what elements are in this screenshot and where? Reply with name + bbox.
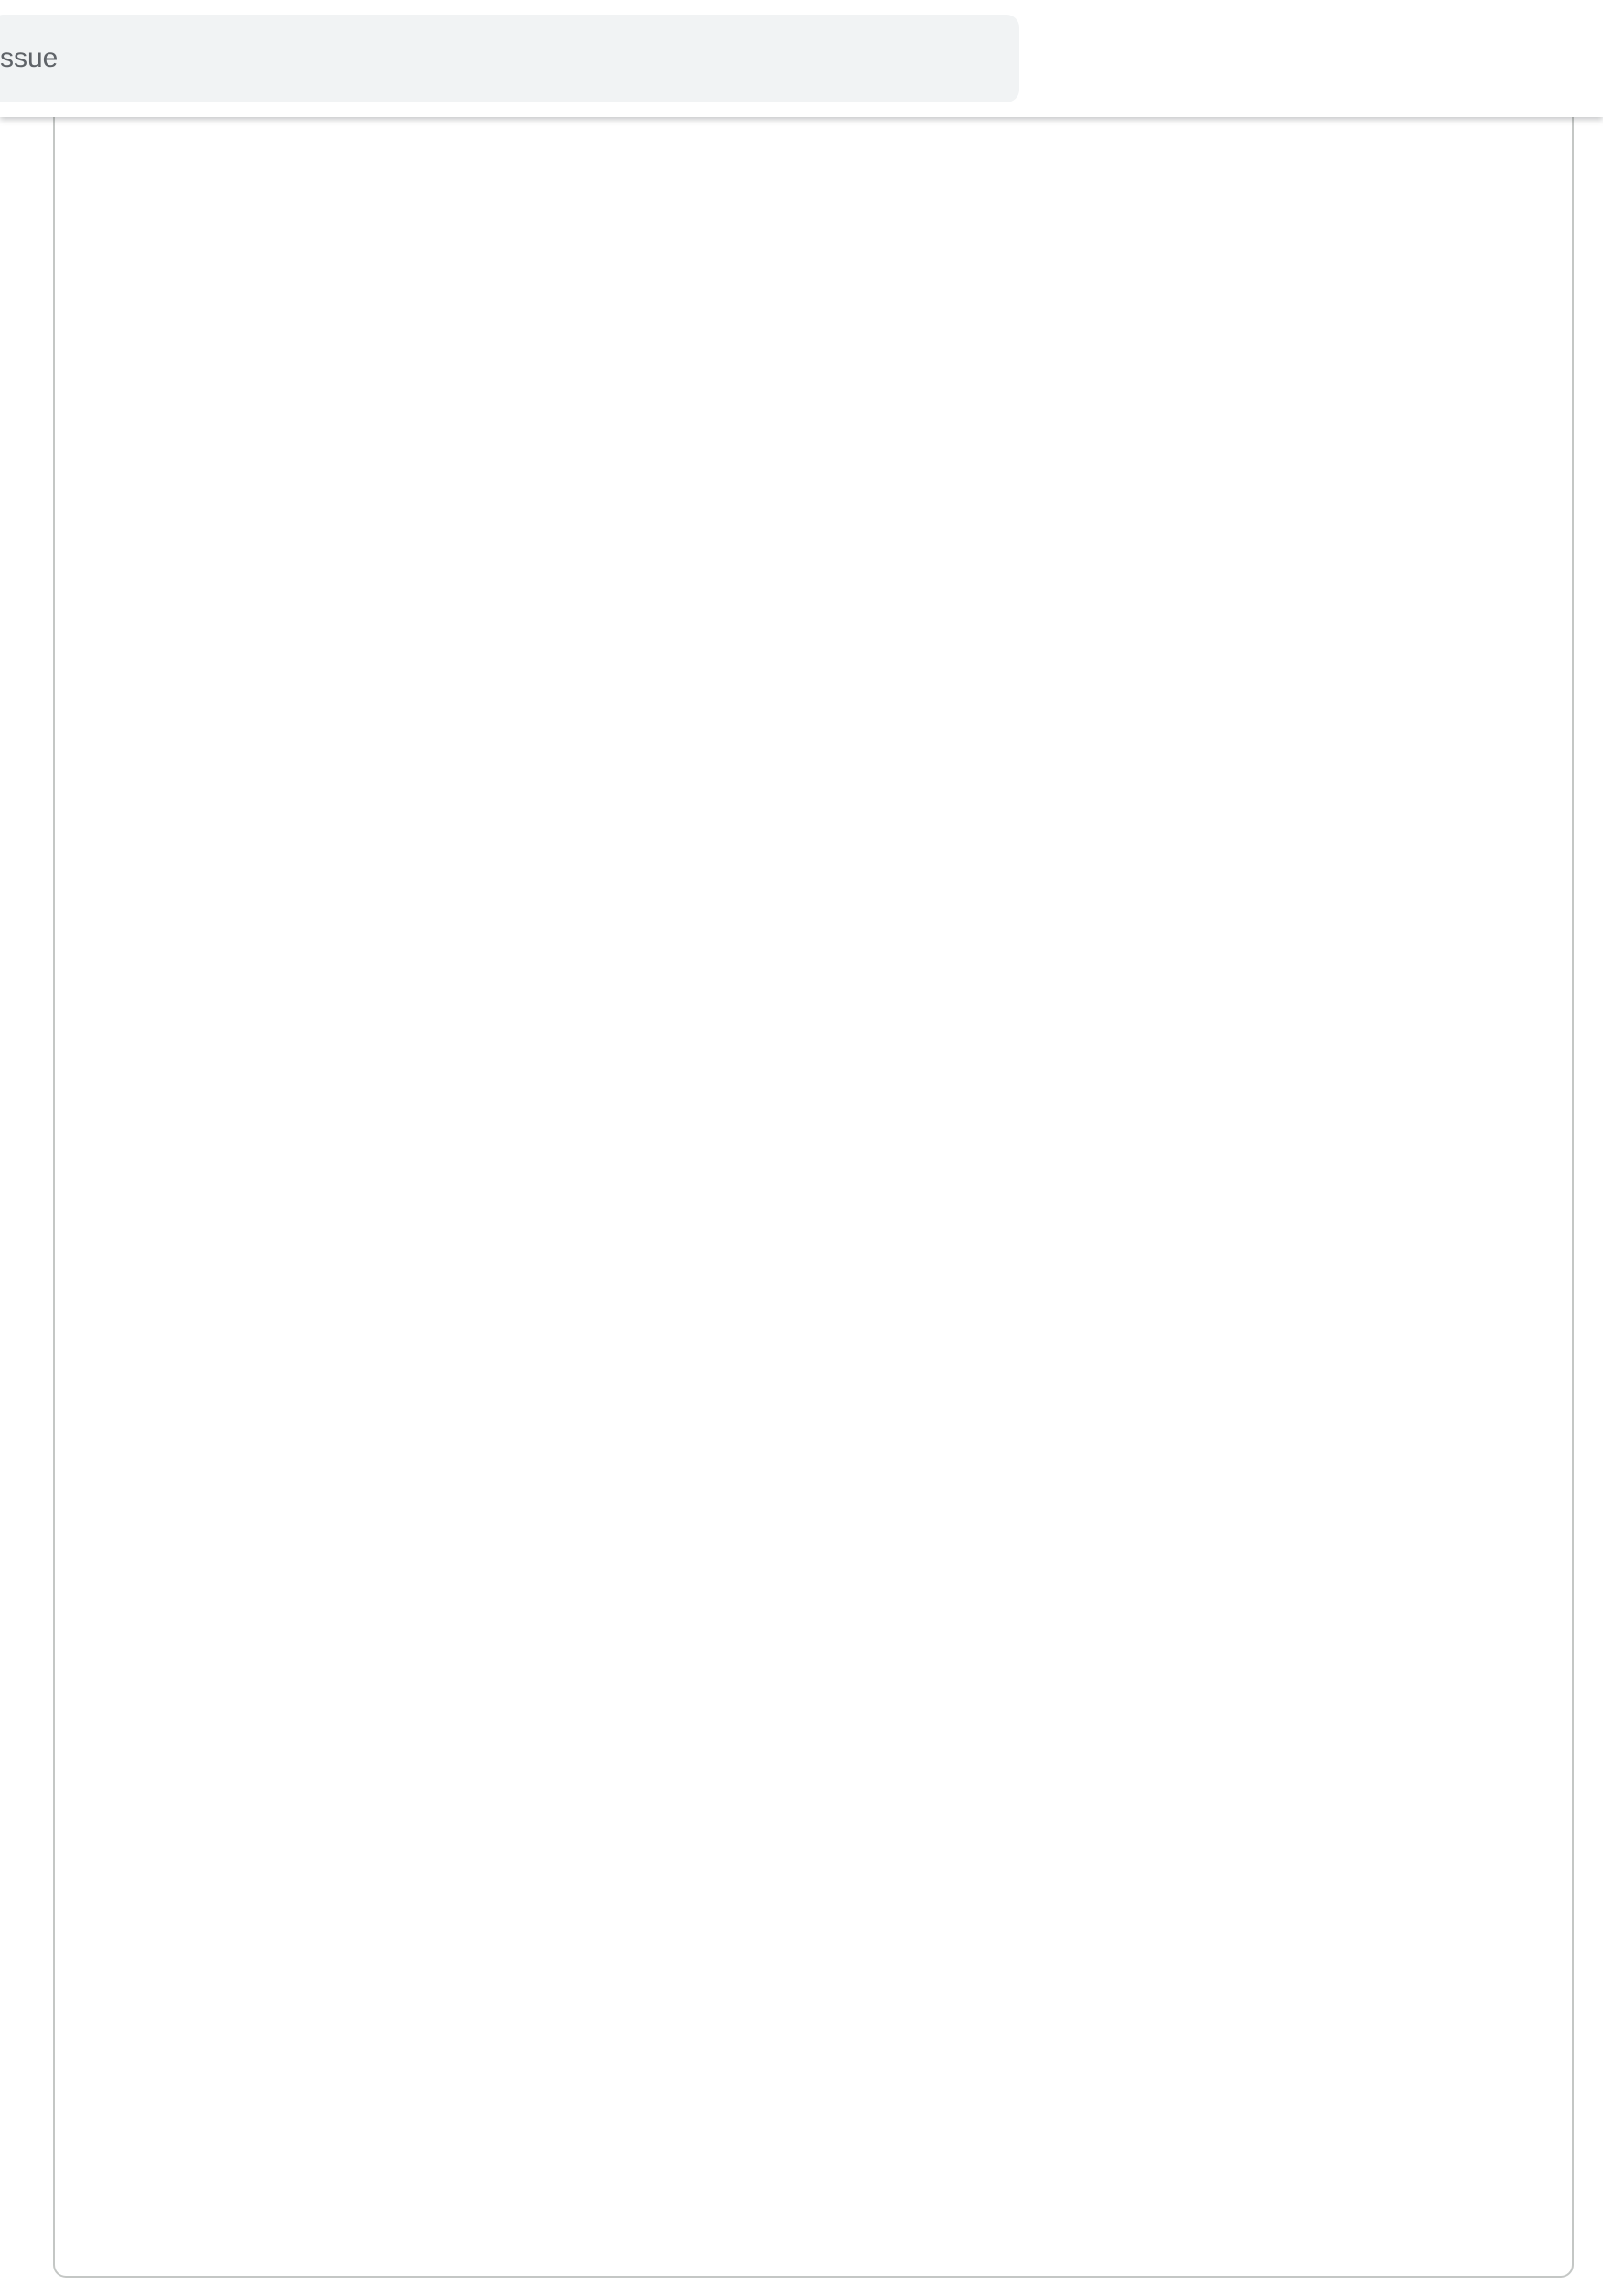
search-text: ssue bbox=[0, 43, 59, 73]
top-bar bbox=[0, 0, 1603, 117]
form-card bbox=[53, 113, 1574, 2278]
search-bar[interactable] bbox=[0, 15, 1019, 102]
